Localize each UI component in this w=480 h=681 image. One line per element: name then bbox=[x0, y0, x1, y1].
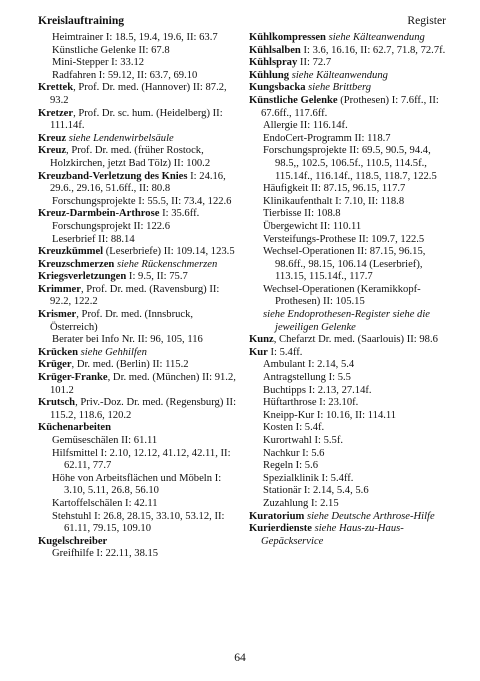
index-term: Kur bbox=[249, 346, 268, 358]
index-subentry bbox=[249, 460, 449, 473]
index-subentry bbox=[38, 435, 238, 448]
index-locators: Radfahren I: 59.12, II: 63.7, 69.10 bbox=[52, 69, 198, 81]
index-entry bbox=[249, 334, 449, 347]
index-locators: , Prof. Dr. med. (Ravensburg) II: 92.2, 122.2 bbox=[50, 283, 220, 308]
index-locators: Wechsel-Operationen (Keramikkopf-Prothesen) II: 105.15 bbox=[263, 283, 421, 308]
index-entry bbox=[38, 284, 238, 309]
index-term: Kugelschreiber bbox=[38, 535, 108, 547]
index-entry bbox=[38, 133, 238, 146]
index-locators: Hilfsmittel I: 2.10, 12.12, 41.12, 42.11, II: 62.11, 77.7 bbox=[52, 447, 231, 472]
index-locators: Buchtipps I: 2.13, 27.14f. bbox=[263, 384, 372, 396]
index-entry bbox=[249, 511, 449, 524]
index-locators: (Leserbriefe) II: 109.14, 123.5 bbox=[103, 246, 235, 258]
index-entry bbox=[38, 536, 238, 549]
index-term: Künstliche Gelenke bbox=[249, 94, 338, 106]
running-header-section: Kreislauftraining bbox=[38, 14, 125, 27]
index-subentry bbox=[38, 234, 238, 247]
index-subentry bbox=[38, 221, 238, 234]
index-subentry bbox=[249, 372, 449, 385]
index-subentry bbox=[38, 511, 238, 536]
index-locators: Forschungsprojekt II: 122.6 bbox=[52, 220, 170, 232]
index-subentry bbox=[249, 359, 449, 372]
index-subentry bbox=[249, 133, 449, 146]
index-subentry bbox=[38, 32, 238, 45]
index-locators: Wechsel-Operationen II: 87.15, 96.15, 98.6ff., 98.15, 106.14 (Leserbrief), 113.15, 115.14f., 117.7 bbox=[263, 246, 426, 283]
index-term: Kreuz-Darmbein-Arthrose bbox=[38, 208, 160, 220]
index-subentry bbox=[249, 485, 449, 498]
index-term: Kühlung bbox=[249, 69, 290, 81]
index-term: Kreuz bbox=[38, 145, 67, 157]
index-locators: Künstliche Gelenke II: 67.8 bbox=[52, 44, 170, 56]
index-term: Kuratorium bbox=[249, 510, 305, 522]
index-entry bbox=[38, 422, 238, 435]
cross-reference: siehe Gehhilfen bbox=[78, 346, 147, 358]
index-subentry bbox=[249, 385, 449, 398]
index-locators: Berater bei Info Nr. II: 96, 105, 116 bbox=[52, 334, 203, 346]
index-subentry bbox=[249, 208, 449, 221]
index-locators: Kurortwahl I: 5.5f. bbox=[263, 435, 344, 446]
index-locators: Heimtrainer I: 18.5, 19.4, 19.6, II: 63.7 bbox=[52, 32, 218, 43]
index-locators: Stehstuhl I: 26.8, 28.15, 33.10, 53.12, II: 61.11, 79.15, 109.10 bbox=[52, 510, 225, 535]
index-term: Krettek bbox=[38, 82, 74, 94]
cross-reference: siehe Haus-zu-Haus-Gepäckservice bbox=[261, 523, 404, 547]
index-column-left bbox=[38, 32, 238, 561]
index-locators: , Prof. Dr. med. (Innsbruck, Österreich) bbox=[50, 309, 194, 333]
index-locators: , Dr. med. (Berlin) II: 115.2 bbox=[71, 359, 189, 371]
index-subentry bbox=[249, 284, 449, 309]
index-locators: , Priv.-Doz. Dr. med. (Regensburg) II: 115.2, 118.6, 120.2 bbox=[50, 397, 237, 421]
index-subentry bbox=[249, 234, 449, 247]
cross-reference: siehe Kälteanwendung bbox=[289, 69, 388, 81]
index-term: Krismer bbox=[38, 309, 77, 321]
index-term: Kriegsverletzungen bbox=[38, 271, 127, 283]
cross-reference: siehe Rückenschmerzen bbox=[114, 258, 218, 270]
index-subentry bbox=[38, 70, 238, 83]
index-locators: Antragstellung I: 5.5 bbox=[263, 372, 351, 384]
index-locators: Tierbisse II: 108.8 bbox=[263, 208, 341, 220]
index-entry bbox=[38, 108, 238, 133]
index-locators: Leserbrief II: 88.14 bbox=[52, 233, 135, 245]
index-term: Kühlkompressen bbox=[249, 32, 326, 43]
index-locators: I: 9.5, II: 75.7 bbox=[126, 271, 188, 283]
index-locators: II: 72.7 bbox=[297, 57, 332, 69]
index-subentry bbox=[249, 196, 449, 209]
index-entry bbox=[249, 95, 449, 120]
index-subentry bbox=[249, 309, 449, 334]
index-entry bbox=[38, 145, 238, 170]
index-subentry bbox=[249, 120, 449, 133]
index-locators: Ambulant I: 2.14, 5.4 bbox=[263, 359, 355, 371]
index-locators: Regeln I: 5.6 bbox=[263, 460, 319, 472]
index-term: Krüger-Franke bbox=[38, 372, 108, 384]
index-entry bbox=[249, 57, 449, 70]
index-entry bbox=[38, 271, 238, 284]
index-entry bbox=[249, 523, 449, 548]
index-subentry bbox=[38, 57, 238, 70]
index-term: Kreuzschmerzen bbox=[38, 258, 115, 270]
index-locators: I: 3.6, 16.16, II: 62.7, 71.8, 72.7f. bbox=[300, 44, 446, 56]
index-locators: Kneipp-Kur I: 10.16, II: 114.11 bbox=[263, 409, 397, 421]
index-subentry bbox=[249, 448, 449, 461]
index-term: Krimmer bbox=[38, 283, 81, 295]
index-locators: Kosten I: 5.4f. bbox=[263, 422, 325, 434]
index-entry bbox=[38, 359, 238, 372]
index-subentry bbox=[38, 196, 238, 209]
index-entry bbox=[38, 82, 238, 107]
index-locators: Greifhilfe I: 22.11, 38.15 bbox=[52, 548, 159, 560]
index-subentry bbox=[249, 498, 449, 511]
index-entry bbox=[249, 82, 449, 95]
index-subentry bbox=[249, 473, 449, 486]
index-locators: Häufigkeit II: 87.15, 96.15, 117.7 bbox=[263, 183, 406, 195]
index-locators: (Prothesen) I: 7.6ff., II: 67.6ff., 117.6ff. bbox=[261, 94, 439, 119]
index-locators: Zuzahlung I: 2.15 bbox=[263, 497, 339, 509]
index-column-right bbox=[249, 32, 449, 548]
index-locators: Forschungsprojekte I: 55.5, II: 73.4, 122.6 bbox=[52, 195, 232, 207]
index-locators: , Prof. Dr. sc. hum. (Heidelberg) II: 111.14f. bbox=[50, 107, 223, 132]
index-term: Krutsch bbox=[38, 397, 76, 409]
index-subentry bbox=[249, 397, 449, 410]
index-entry bbox=[38, 246, 238, 259]
cross-reference: siehe Endoprothesen-Register siehe die jeweiligen Gelenke bbox=[263, 309, 431, 333]
cross-reference: siehe Lendenwirbelsäule bbox=[66, 132, 174, 144]
index-locators: Höhe von Arbeitsflächen und Möbeln I: 3.10, 5.11, 26.8, 56.10 bbox=[52, 472, 222, 497]
index-locators: I: 35.6ff. bbox=[159, 208, 200, 220]
index-subentry bbox=[249, 145, 449, 183]
index-subentry bbox=[38, 498, 238, 511]
index-entry bbox=[38, 372, 238, 397]
index-entry bbox=[38, 259, 238, 272]
index-locators: , Prof. Dr. med. (früher Rostock, Holzkirchen, jetzt Bad Tölz) II: 100.2 bbox=[50, 145, 211, 169]
index-entry bbox=[38, 397, 238, 422]
index-locators: Spezialklinik I: 5.4ff. bbox=[263, 472, 354, 484]
index-subentry bbox=[249, 221, 449, 234]
index-term: Küchenarbeiten bbox=[38, 422, 111, 434]
index-subentry bbox=[38, 473, 238, 498]
index-entry bbox=[249, 32, 449, 45]
index-term: Kungsbacka bbox=[249, 82, 306, 94]
index-locators: , Dr. med. (München) II: 91.2, 101.2 bbox=[50, 372, 236, 396]
index-locators: Versteifungs-Prothese II: 109.7, 122.5 bbox=[263, 233, 425, 245]
running-header-title: Register bbox=[407, 14, 446, 27]
cross-reference: siehe Deutsche Arthrose-Hilfe bbox=[304, 510, 435, 522]
index-entry bbox=[249, 70, 449, 83]
index-locators: Nachkur I: 5.6 bbox=[263, 447, 325, 459]
index-term: Krüger bbox=[38, 359, 72, 371]
cross-reference: siehe Brittberg bbox=[305, 82, 372, 94]
index-subentry bbox=[38, 334, 238, 347]
index-entry bbox=[38, 309, 238, 334]
index-entry bbox=[249, 347, 449, 360]
index-term: Kreuz bbox=[38, 132, 67, 144]
index-locators: Mini-Stepper I: 33.12 bbox=[52, 57, 145, 69]
index-locators: Übergewicht II: 110.11 bbox=[263, 220, 362, 232]
index-subentry bbox=[38, 45, 238, 58]
index-term: Kreuzkümmel bbox=[38, 246, 104, 258]
index-subentry bbox=[249, 410, 449, 423]
index-term: Kretzer bbox=[38, 107, 74, 119]
index-subentry bbox=[249, 246, 449, 284]
index-term: Kurierdienste bbox=[249, 523, 312, 535]
index-locators: Allergie II: 116.14f. bbox=[263, 120, 348, 132]
cross-reference: siehe Kälteanwendung bbox=[325, 32, 425, 43]
index-locators: Hüftarthrose I: 23.10f. bbox=[263, 397, 359, 409]
index-entry bbox=[249, 45, 449, 58]
index-term: Kühlspray bbox=[249, 57, 298, 69]
index-locators: Stationär I: 2.14, 5.4, 5.6 bbox=[263, 485, 369, 497]
index-entry bbox=[38, 208, 238, 221]
index-locators: I: 5.4ff. bbox=[267, 346, 303, 358]
index-locators: Kartoffelschälen I: 42.11 bbox=[52, 497, 158, 509]
index-term: Kunz bbox=[249, 334, 274, 346]
index-locators: , Prof. Dr. med. (Hannover) II: 87.2, 93.2 bbox=[50, 82, 227, 106]
index-locators: EndoCert-Programm II: 118.7 bbox=[263, 132, 391, 144]
index-locators: I: 24.16, 29.6., 29.16, 51.6ff., II: 80.8 bbox=[50, 170, 226, 195]
index-locators: Gemüseschälen II: 61.11 bbox=[52, 435, 158, 446]
page-number: 64 bbox=[234, 651, 246, 664]
index-locators: , Chefarzt Dr. med. (Saarlouis) II: 98.6 bbox=[273, 334, 438, 346]
index-locators: Klinikaufenthalt I: 7.10, II: 118.8 bbox=[263, 195, 405, 207]
index-term: Kreuzband-Verletzung des Knies bbox=[38, 170, 188, 182]
index-subentry bbox=[38, 448, 238, 473]
index-term: Kühlsalben bbox=[249, 44, 301, 56]
index-entry bbox=[38, 347, 238, 360]
index-subentry bbox=[38, 548, 238, 561]
index-subentry bbox=[249, 435, 449, 448]
index-locators: Forschungsprojekte II: 69.5, 90.5, 94.4, 98.5,, 102.5, 106.5f., 110.5, 114.5f., 115.14f., 116.14f., 118.5, 118.7, 122.5 bbox=[263, 145, 437, 182]
index-subentry bbox=[249, 422, 449, 435]
index-subentry bbox=[249, 183, 449, 196]
index-term: Krücken bbox=[38, 346, 79, 358]
index-entry bbox=[38, 171, 238, 196]
